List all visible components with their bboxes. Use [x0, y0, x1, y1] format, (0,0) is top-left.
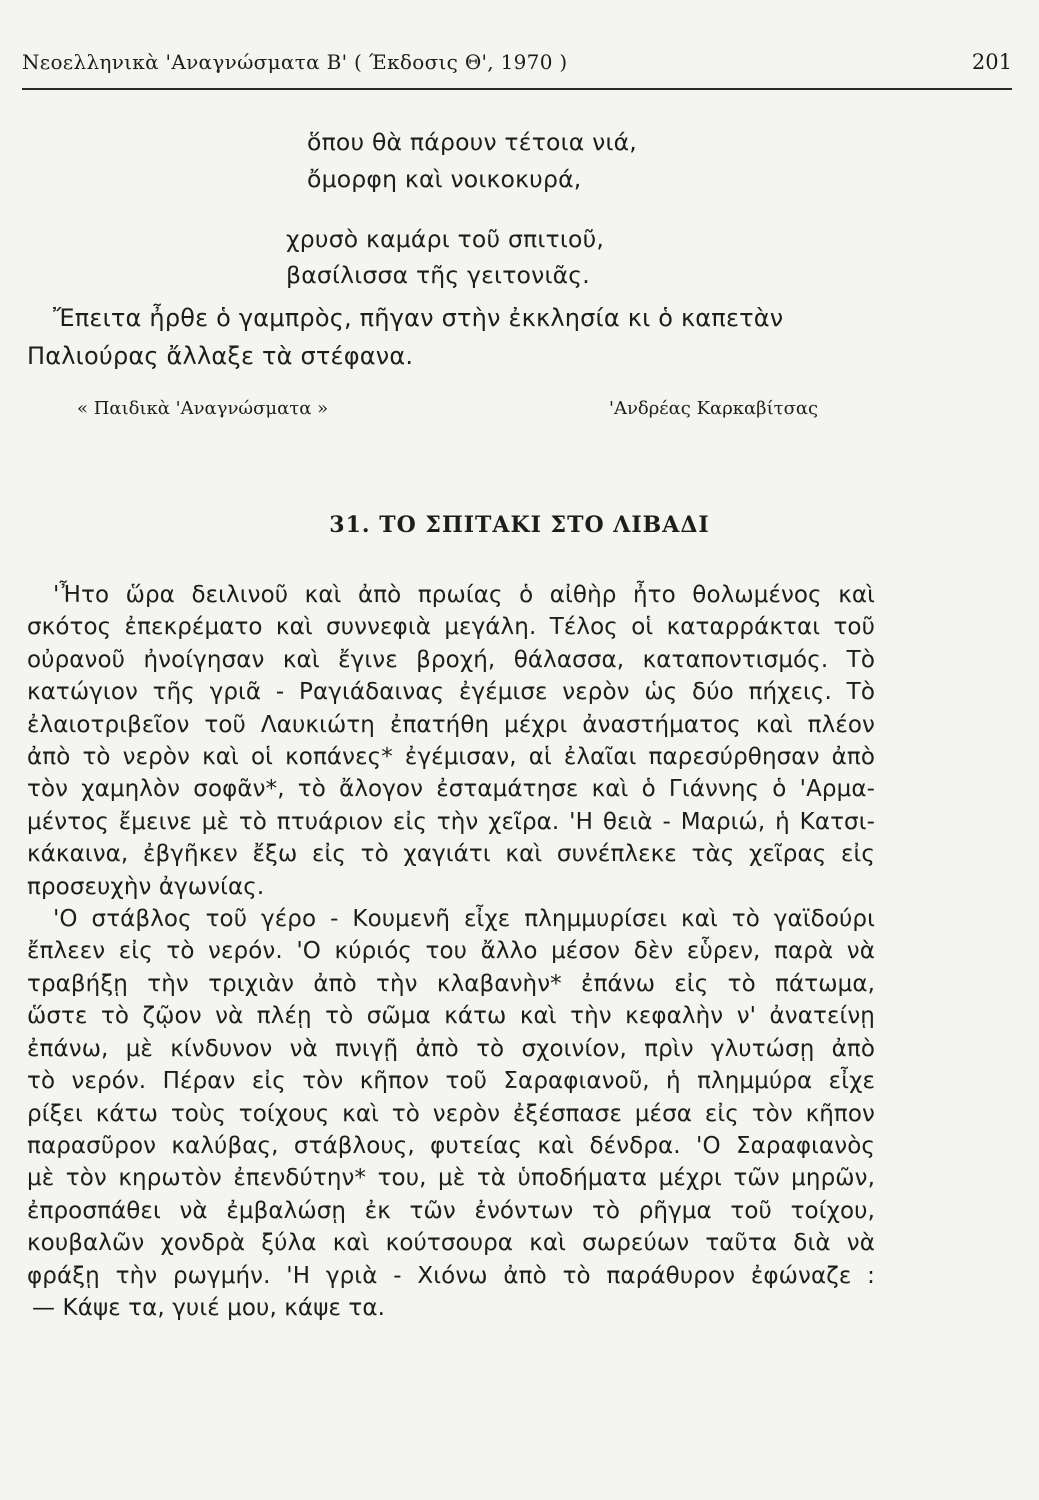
running-header: [22, 50, 1012, 90]
poem-line: ὅπου θὰ πάρουν τέτοια νιά,: [307, 128, 637, 156]
prose-line: προσευχὴν ἀγωνίας.: [27, 873, 265, 900]
prose-line: φράξῃ τὴν ρωγμήν. 'Η γριὰ - Χιόνω ἀπὸ τὸ παράθυρον ἐφώναζε :: [27, 1262, 875, 1289]
prose-line: 'Ο στάβλος τοῦ γέρο - Κουμενῆ εἶχε πλημμυρίσει καὶ τὸ γαϊδούρι: [53, 906, 875, 933]
prose-line: κατώγιον τῆς γριᾶ - Ραγιάδαινας ἐγέμισε νερὸν ὡς δύο πήχεις. Τὸ: [27, 679, 875, 706]
prose-line: ἐπάνω, μὲ κίνδυνον νὰ πνιγῇ ἀπὸ τὸ σχοινίον, πρὶν γλυτώσῃ ἀπὸ: [27, 1035, 875, 1062]
source-title: « Παιδικὰ 'Αναγνώσματα »: [77, 398, 329, 419]
prose-line: τραβήξῃ τὴν τριχιὰν ἀπὸ τὴν κλαβανὴν* ἐπάνω εἰς τὸ πάτωμα,: [27, 970, 875, 997]
prose-line: παρασῦρον καλύβας, στάβλους, φυτείας καὶ δένδρα. 'Ο Σαραφιανὸς: [27, 1132, 875, 1159]
prose-line: ὥστε τὸ ζῷον νὰ πλέῃ τὸ σῶμα κάτω καὶ τὴν κεφαλὴν ν' ἀνατείνῃ: [27, 1003, 875, 1030]
prose-line: ἐλαιοτριβεῖον τοῦ Λαυκιώτη ἐπατήθη μέχρι ἀναστήματος καὶ πλέον: [27, 711, 875, 738]
closing-line: Παλιούρας ἄλλαξε τὰ στέφανα.: [27, 342, 414, 370]
prose-line: κουβαλῶν χονδρὰ ξύλα καὶ κούτσουρα καὶ σωρεύων ταῦτα διὰ νὰ: [27, 1230, 875, 1257]
prose-line: μέντος ἔμεινε μὲ τὸ πτυάριον εἰς τὴν χεῖρα. 'Η θειὰ - Μαριώ, ἡ Κατσι-: [27, 808, 875, 835]
prose-line: τὸν χαμηλὸν σοφᾶν*, τὸ ἄλογον ἐσταμάτησε καὶ ὁ Γιάννης ὁ 'Αρμα-: [27, 776, 875, 803]
prose-line: — Κάψε τα, γυιέ μου, κάψε τα.: [32, 1294, 386, 1321]
author-name: 'Ανδρέας Καρκαβίτσας: [609, 398, 819, 419]
prose-line: 'Ἦτο ὥρα δειλινοῦ καὶ ἀπὸ πρωίας ὁ αἰθὴρ ἦτο θολωμένος καὶ: [53, 582, 875, 608]
chapter-body: [27, 579, 875, 1324]
poem-line: χρυσὸ καμάρι τοῦ σπιτιοῦ,: [286, 225, 605, 253]
prose-line: σκότος ἐπεκρέματο καὶ συννεφιὰ μεγάλη. Τέλος οἱ καταρράκται τοῦ: [27, 614, 875, 641]
book-title: Νεοελληνικὰ 'Αναγνώσματα Β' ( Έκδοσις Θ', 1970 ): [22, 50, 568, 74]
prose-line: οὐρανοῦ ἠνοίγησαν καὶ ἔγινε βροχή, θάλασσα, καταποντισμός. Τὸ: [27, 646, 875, 673]
closing-line: Ἔπειτα ἦρθε ὁ γαμπρὸς, πῆγαν στὴν ἐκκλησία κι ὁ καπετὰν: [53, 304, 784, 332]
prose-line: κάκαινα, ἐβγῆκεν ἔξω εἰς τὸ χαγιάτι καὶ συνέπλεκε τὰς χεῖρας εἰς: [27, 841, 875, 868]
prose-line: ἔπλεεν εἰς τὸ νερόν. 'Ο κύριός του ἄλλο μέσον δὲν εὗρεν, παρὰ νὰ: [27, 938, 875, 965]
prose-line: ἐπροσπάθει νὰ ἐμβαλώσῃ ἐκ τῶν ἐνόντων τὸ ρῆγμα τοῦ τοίχου,: [27, 1197, 875, 1224]
prose-line: ἀπὸ τὸ νερὸν καὶ οἱ κοπάνες* ἐγέμισαν, αἱ ἐλαῖαι παρεσύρθησαν ἀπὸ: [27, 744, 875, 771]
prose-line: ρίξει κάτω τοὺς τοίχους καὶ τὸ νερὸν ἐξέσπασε μέσα εἰς τὸν κῆπον: [27, 1100, 875, 1127]
poem-line: βασίλισσα τῆς γειτονιᾶς.: [286, 261, 590, 289]
poem-line: ὄμορφη καὶ νοικοκυρά,: [307, 165, 582, 193]
prose-line: τὸ νερόν. Πέραν εἰς τὸν κῆπον τοῦ Σαραφιανοῦ, ἡ πλημμύρα εἶχε: [27, 1068, 875, 1095]
chapter-heading: 31. ΤΟ ΣΠΙΤΑΚΙ ΣΤΟ ΛΙΒΑΔΙ: [329, 512, 710, 538]
prose-line: μὲ τὸν κηρωτὸν ἐπενδύτην* του, μὲ τὰ ὑποδήματα μέχρι τῶν μηρῶν,: [27, 1165, 875, 1192]
page-number: 201: [971, 50, 1012, 74]
